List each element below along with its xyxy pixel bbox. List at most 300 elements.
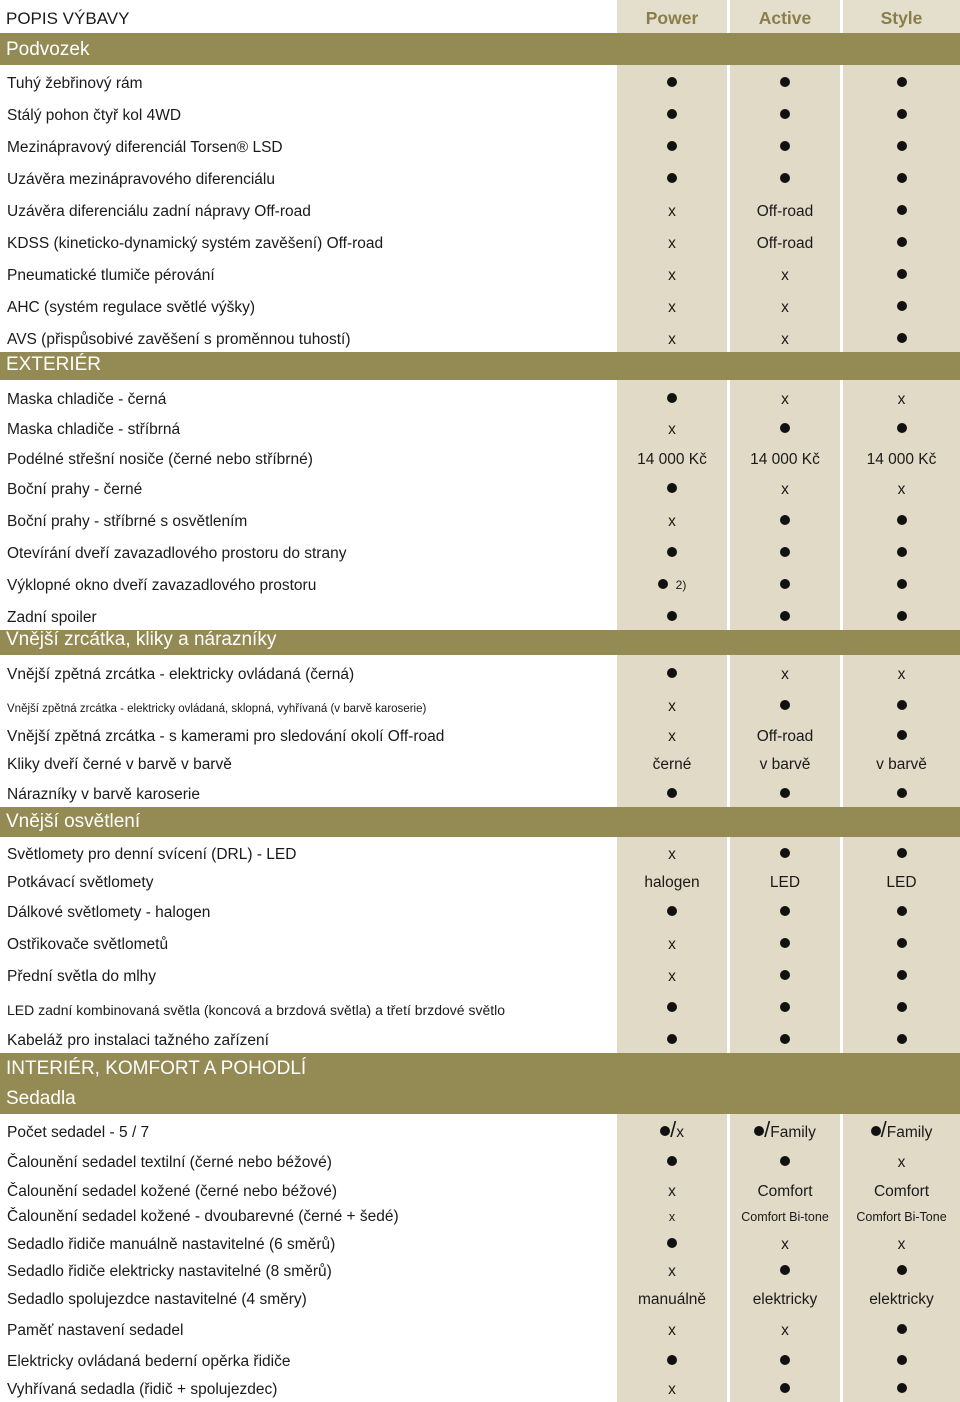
column-active [730, 1343, 840, 1374]
table-row [0, 655, 960, 687]
cell-style [843, 513, 960, 531]
column-power [617, 224, 727, 256]
column-active [730, 957, 840, 989]
section-header [0, 1053, 960, 1084]
column-style [843, 224, 960, 256]
bullet-icon [780, 788, 790, 798]
table-row [0, 687, 960, 719]
feature-label: Tuhý žebřinový rám [7, 75, 143, 92]
column-power [617, 687, 727, 719]
column-power [617, 867, 727, 895]
column-active [730, 777, 840, 807]
bullet-icon [667, 483, 677, 493]
bullet-icon [780, 906, 790, 916]
column-power [617, 777, 727, 807]
bullet-icon [667, 77, 677, 87]
bullet-icon [897, 333, 907, 343]
table-row [0, 1021, 960, 1053]
cell-style [843, 75, 960, 93]
bullet-icon [667, 547, 677, 557]
cell-power [617, 1236, 727, 1254]
feature-label: Zadní spoiler [7, 609, 97, 626]
column-power [617, 1145, 727, 1175]
bullet-icon [754, 1126, 764, 1136]
column-active [730, 224, 840, 256]
cell-active [730, 936, 840, 954]
cell-style: 14 000 Kč [866, 451, 937, 468]
column-style [843, 412, 960, 442]
cell-power [617, 139, 727, 157]
cell-style: LED [886, 874, 917, 891]
bullet-icon [667, 1238, 677, 1248]
cell-style [843, 1322, 960, 1340]
column-style [843, 1204, 960, 1229]
bullet-icon [897, 423, 907, 433]
column-style [843, 719, 960, 749]
section-title: Sedadla [6, 1088, 76, 1109]
column-style [843, 655, 960, 687]
table-row [0, 1229, 960, 1257]
cell-style [843, 171, 960, 189]
bullet-icon [780, 515, 790, 525]
column-power [617, 534, 727, 566]
feature-label: Kliky dveří černé v barvě v barvě [7, 756, 232, 773]
bullet-icon [871, 1126, 881, 1136]
column-style [843, 989, 960, 1021]
page-title: POPIS VÝBAVY [6, 9, 130, 28]
cell-style [843, 786, 960, 804]
table-header [0, 0, 960, 33]
column-style [843, 256, 960, 288]
cell-style: Comfort [873, 1183, 930, 1200]
cell-style: x [897, 391, 906, 408]
bullet-icon [780, 848, 790, 858]
cell-power: 14 000 Kč [637, 451, 707, 468]
column-active [730, 655, 840, 687]
cell-active [730, 107, 840, 125]
feature-label: Čalounění sedadel textilní (černé nebo béžové) [7, 1154, 332, 1171]
cell-active [730, 1117, 840, 1142]
cell-style [843, 904, 960, 922]
bullet-icon [897, 730, 907, 740]
table-row [0, 1312, 960, 1343]
column-style [843, 320, 960, 352]
cell-style [843, 577, 960, 595]
column-active [730, 1145, 840, 1175]
column-header-label: Power [645, 8, 699, 28]
column-active [730, 288, 840, 320]
column-power [617, 502, 727, 534]
column-style [843, 160, 960, 192]
bullet-icon [780, 1265, 790, 1275]
column-style [843, 925, 960, 957]
section-header [0, 352, 960, 380]
column-power [617, 1343, 727, 1374]
bullet-icon [780, 109, 790, 119]
cell-active [730, 609, 840, 627]
column-power [617, 895, 727, 925]
column-style [843, 502, 960, 534]
feature-label: Světlomety pro denní svícení (DRL) - LED [7, 846, 297, 863]
cell-power [617, 1353, 727, 1371]
feature-label: Nárazníky v barvě karoserie [7, 786, 200, 803]
cell-power: x [668, 1381, 676, 1398]
cell-style [843, 139, 960, 157]
cell-power: x [668, 1210, 676, 1224]
feature-label: Výklopné okno dveří zavazadlového prostoru [7, 577, 317, 594]
column-header-label: Style [880, 8, 923, 28]
column-header-style [843, 0, 960, 33]
bullet-icon [780, 1002, 790, 1012]
column-active [730, 412, 840, 442]
cell-style [843, 1263, 960, 1281]
cell-power: x [668, 1322, 676, 1339]
bullet-icon [667, 1156, 677, 1166]
bullet-icon [897, 173, 907, 183]
cell-style [843, 698, 960, 716]
column-active [730, 380, 840, 412]
table-row [0, 777, 960, 807]
column-style [843, 65, 960, 96]
cell-power [617, 1117, 727, 1142]
table-row [0, 160, 960, 192]
cell-power [617, 171, 727, 189]
feature-label: AHC (systém regulace světlé výšky) [7, 299, 256, 316]
column-active [730, 1257, 840, 1284]
column-style [843, 96, 960, 128]
cell-active: x [781, 267, 789, 284]
feature-label: Čalounění sedadel kožené - dvoubarevné (černé + šedé) [7, 1208, 399, 1225]
feature-label: Kabeláž pro instalaci tažného zařízení [7, 1032, 269, 1049]
cell-active [730, 846, 840, 864]
cell-power: halogen [644, 874, 700, 891]
column-active [730, 1175, 840, 1204]
column-power [617, 957, 727, 989]
column-power [617, 566, 727, 598]
cell-power [617, 577, 727, 595]
bullet-icon [780, 1383, 790, 1393]
column-power [617, 412, 727, 442]
column-active [730, 1284, 840, 1312]
cell-style [843, 235, 960, 253]
feature-label: Vnější zpětná zrcátka - elektricky ovládaná, sklopná, vyhřívaná (v barvě karoserie) [7, 703, 427, 715]
cell-active: elektricky [752, 1291, 818, 1308]
cell-power [617, 75, 727, 93]
feature-label: Maska chladiče - stříbrná [7, 421, 181, 438]
feature-label: Potkávací světlomety [7, 874, 154, 891]
bullet-icon [897, 1002, 907, 1012]
feature-label: Podélné střešní nosiče (černé nebo stříbrné) [7, 451, 313, 468]
bullet-icon [658, 579, 668, 589]
column-power [617, 1175, 727, 1204]
column-style [843, 128, 960, 160]
bullet-icon [667, 1002, 677, 1012]
column-active [730, 989, 840, 1021]
column-style [843, 598, 960, 630]
table-row [0, 502, 960, 534]
bullet-icon [667, 393, 677, 403]
cell-style [843, 1000, 960, 1018]
bullet-icon [897, 788, 907, 798]
bullet-icon [667, 668, 677, 678]
slash-separator: / [764, 1117, 771, 1142]
cell-power [617, 545, 727, 563]
cell-active [730, 786, 840, 804]
cell-power: x [668, 698, 676, 715]
bullet-icon [780, 611, 790, 621]
cell-active: v barvě [759, 756, 811, 773]
column-power [617, 472, 727, 502]
column-style [843, 566, 960, 598]
table-row [0, 989, 960, 1021]
cell-active: Comfort Bi-tone [741, 1210, 829, 1224]
column-power [617, 288, 727, 320]
column-active [730, 598, 840, 630]
column-style [843, 192, 960, 224]
bullet-icon [667, 141, 677, 151]
column-style [843, 1114, 960, 1145]
bullet-icon [780, 77, 790, 87]
bullet-icon [667, 1034, 677, 1044]
feature-label: Vnější zpětná zrcátka - elektricky ovládaná (černá) [7, 666, 355, 683]
table-row [0, 1284, 960, 1312]
cell-power [617, 1154, 727, 1172]
table-row [0, 442, 960, 472]
section-title: EXTERIÉR [6, 354, 102, 375]
feature-label: Vnější zpětná zrcátka - s kamerami pro sledování okolí Off-road [7, 728, 445, 745]
column-active [730, 1374, 840, 1402]
column-active [730, 1229, 840, 1257]
cell-active [730, 904, 840, 922]
column-power [617, 1204, 727, 1229]
cell-style [843, 545, 960, 563]
table-row [0, 957, 960, 989]
column-power [617, 160, 727, 192]
column-power [617, 1257, 727, 1284]
column-power [617, 1284, 727, 1312]
cell-style [843, 1032, 960, 1050]
bullet-icon [897, 579, 907, 589]
table-row [0, 412, 960, 442]
cell-power: x [668, 936, 676, 953]
column-style [843, 687, 960, 719]
cell-active: x [781, 666, 789, 683]
feature-label: Elektricky ovládaná bederní opěrka řidiče [7, 1353, 291, 1370]
cell-power: x [668, 968, 676, 985]
cell-style [843, 107, 960, 125]
bullet-icon [667, 788, 677, 798]
column-style [843, 288, 960, 320]
column-power [617, 256, 727, 288]
bullet-icon [897, 141, 907, 151]
column-style [843, 1257, 960, 1284]
column-style [843, 1175, 960, 1204]
feature-label: Pneumatické tlumiče pérování [7, 267, 215, 284]
cell-active [730, 171, 840, 189]
table-row [0, 96, 960, 128]
column-active [730, 566, 840, 598]
cell-style [843, 936, 960, 954]
cell-power: x [668, 846, 676, 863]
cell-style [843, 1381, 960, 1399]
cell-active: Comfort [757, 1183, 813, 1200]
column-style [843, 777, 960, 807]
column-active [730, 719, 840, 749]
bullet-icon [897, 906, 907, 916]
slash-separator: / [880, 1117, 887, 1142]
cell-active: x [781, 331, 789, 348]
column-active [730, 442, 840, 472]
column-style [843, 442, 960, 472]
feature-label: Uzávěra diferenciálu zadní nápravy Off-road [7, 203, 311, 220]
bullet-icon [897, 547, 907, 557]
cell-power: x [668, 513, 676, 530]
column-header-label: Active [758, 8, 812, 28]
column-active [730, 867, 840, 895]
column-style [843, 1374, 960, 1402]
cell-power: x [668, 1183, 676, 1200]
cell-active [730, 1154, 840, 1172]
table-row [0, 192, 960, 224]
cell-style [843, 846, 960, 864]
column-power [617, 925, 727, 957]
cell-power [617, 904, 727, 922]
column-power [617, 192, 727, 224]
footnote-mark: 2) [675, 578, 687, 592]
column-active [730, 192, 840, 224]
slash-separator: / [670, 1117, 677, 1142]
bullet-icon [667, 173, 677, 183]
column-active [730, 128, 840, 160]
column-power [617, 1374, 727, 1402]
table-row [0, 1114, 960, 1145]
bullet-icon [780, 579, 790, 589]
cell-power [617, 1032, 727, 1050]
cell-active: Off-road [756, 728, 814, 745]
cell-active: x [781, 299, 789, 316]
bullet-icon [897, 109, 907, 119]
column-active [730, 895, 840, 925]
bullet-icon [897, 1383, 907, 1393]
cell-active [730, 75, 840, 93]
cell-style [843, 203, 960, 221]
cell-power [617, 391, 727, 409]
cell-power: x [668, 728, 676, 745]
column-style [843, 380, 960, 412]
cell-active: LED [769, 874, 801, 891]
cell-style [843, 421, 960, 439]
feature-label: Vyhřívaná sedadla (řidič + spolujezdec) [7, 1381, 278, 1398]
column-active [730, 256, 840, 288]
column-power [617, 719, 727, 749]
column-power [617, 128, 727, 160]
table-row [0, 534, 960, 566]
cell-style: Comfort Bi-Tone [856, 1210, 947, 1224]
cell-active [730, 513, 840, 531]
column-style [843, 895, 960, 925]
column-power [617, 320, 727, 352]
cell-active: x [781, 1236, 789, 1253]
feature-label: Uzávěra mezinápravového diferenciálu [7, 171, 275, 188]
cell-active [730, 421, 840, 439]
cell-style [843, 331, 960, 349]
column-power [617, 1021, 727, 1053]
feature-label: Dálkové světlomety - halogen [7, 904, 211, 921]
cell-active [730, 698, 840, 716]
column-power [617, 1229, 727, 1257]
table-row [0, 749, 960, 777]
cell-active [730, 139, 840, 157]
cell-active: x [781, 391, 789, 408]
bullet-icon [897, 611, 907, 621]
table-row [0, 598, 960, 630]
column-active [730, 65, 840, 96]
bullet-icon [780, 938, 790, 948]
feature-label: Otevírání dveří zavazadlového prostoru do strany [7, 545, 347, 562]
cell-power [617, 666, 727, 684]
column-active [730, 1312, 840, 1343]
feature-label: Stálý pohon čtyř kol 4WD [7, 107, 182, 124]
column-power [617, 65, 727, 96]
column-style [843, 867, 960, 895]
column-power [617, 749, 727, 777]
column-active [730, 472, 840, 502]
section-title: Vnější zrcátka, kliky a nárazníky [6, 629, 277, 650]
feature-label: Počet sedadel - 5 / 7 [7, 1124, 150, 1141]
table-row [0, 1374, 960, 1402]
cell-style [843, 267, 960, 285]
cell-active: Off-road [756, 235, 814, 252]
cell-power: x [668, 235, 676, 252]
cell-style [843, 728, 960, 746]
cell-active [730, 1263, 840, 1281]
column-active [730, 687, 840, 719]
cell-style [843, 299, 960, 317]
cell-style: x [897, 1154, 906, 1171]
feature-label: Sedadlo řidiče manuálně nastavitelné (6 směrů) [7, 1236, 336, 1253]
column-style [843, 1343, 960, 1374]
column-active [730, 160, 840, 192]
cell-power: x [668, 267, 676, 284]
section-header [0, 1084, 960, 1114]
section-title: Podvozek [6, 39, 90, 60]
column-active [730, 837, 840, 867]
section-title: Vnější osvětlení [6, 811, 141, 832]
bullet-icon [667, 611, 677, 621]
bullet-icon [897, 1034, 907, 1044]
table-row [0, 1175, 960, 1204]
section-header [0, 807, 960, 837]
bullet-icon [780, 1156, 790, 1166]
table-row [0, 256, 960, 288]
cell-style [843, 1117, 960, 1142]
column-power [617, 989, 727, 1021]
table-row [0, 925, 960, 957]
column-style [843, 1145, 960, 1175]
cell-active: x [781, 481, 789, 498]
cell-power: x [668, 421, 676, 438]
column-power [617, 442, 727, 472]
table-row [0, 288, 960, 320]
bullet-icon [667, 906, 677, 916]
cell-style: v barvě [876, 756, 927, 773]
table-row [0, 1343, 960, 1374]
bullet-icon [780, 1355, 790, 1365]
bullet-icon [897, 205, 907, 215]
cell-power: x [668, 299, 676, 316]
cell-power [617, 107, 727, 125]
cell-power: manuálně [637, 1291, 707, 1308]
